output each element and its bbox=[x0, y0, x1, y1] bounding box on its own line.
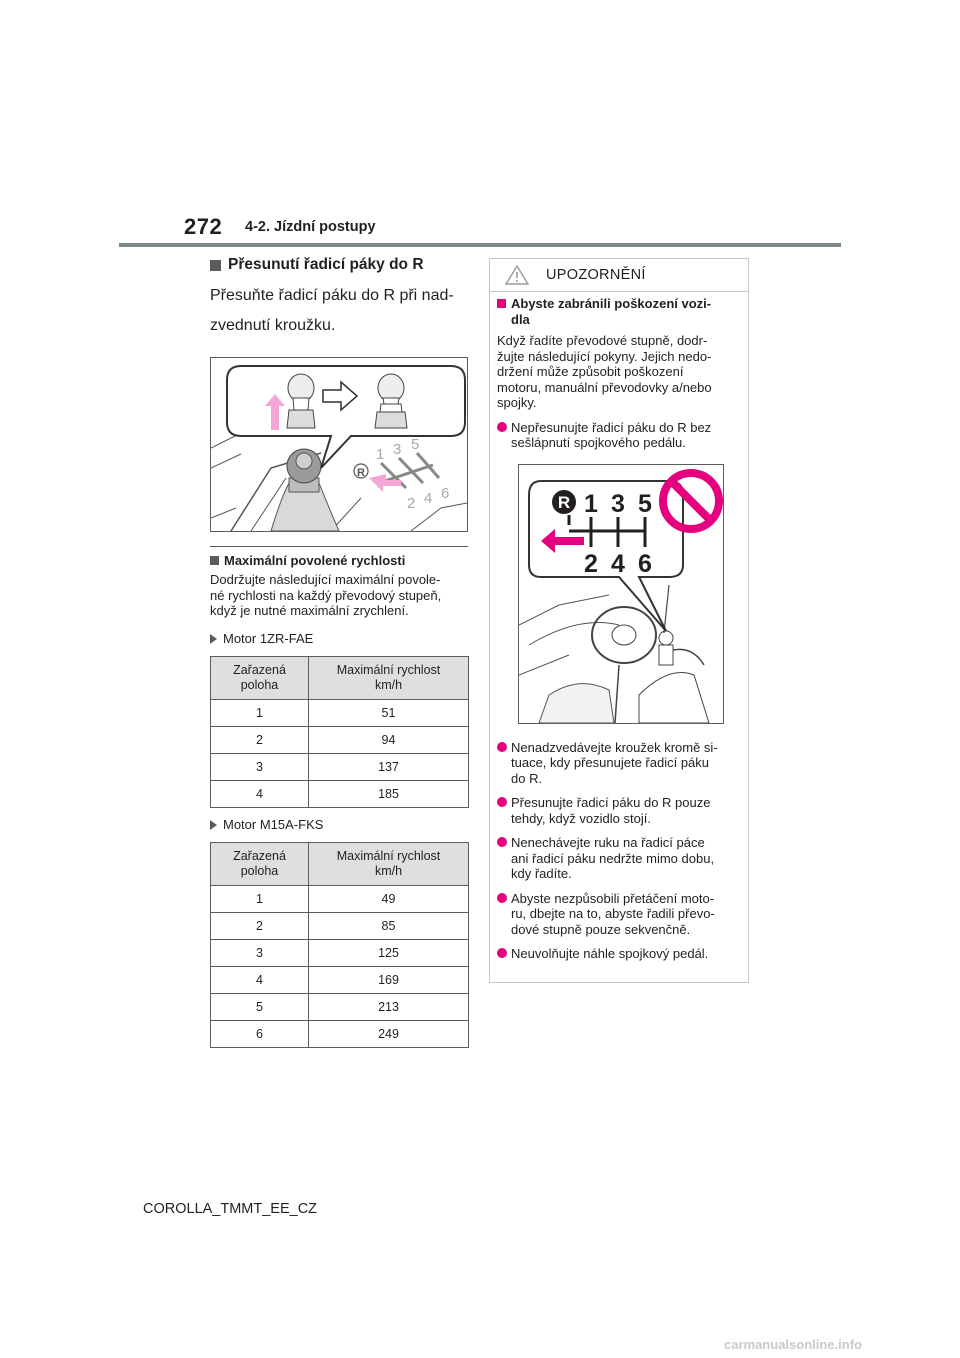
gate-number: 5 bbox=[411, 436, 420, 453]
caution-bullet bbox=[497, 946, 741, 962]
speed-cell: 94 bbox=[309, 726, 469, 753]
gear-cell: 3 bbox=[211, 753, 309, 780]
gear-cell: 1 bbox=[211, 699, 309, 726]
heading-shift-to-r bbox=[210, 254, 468, 276]
speed-table-m15a bbox=[210, 842, 469, 1048]
bullet-line: Přesunujte řadicí páku do R pouze bbox=[511, 795, 711, 810]
table-row bbox=[211, 753, 469, 780]
pink-dot-icon bbox=[497, 422, 507, 432]
gate-number: 2 bbox=[584, 549, 598, 578]
bullet-line: dové stupně pouze sekvenčně. bbox=[511, 921, 691, 937]
instruction-line: Přesuňte řadicí páku do R při nad- bbox=[210, 287, 454, 304]
gate-number: 3 bbox=[393, 441, 402, 458]
speed-cell: 185 bbox=[309, 780, 469, 807]
table-row bbox=[211, 699, 469, 726]
caution-content bbox=[490, 292, 748, 962]
gate-number: 3 bbox=[611, 489, 625, 518]
pink-dot-icon bbox=[497, 893, 507, 903]
intro-line: spojky. bbox=[497, 395, 537, 410]
gear-cell: 2 bbox=[211, 726, 309, 753]
gate-number: 5 bbox=[638, 489, 652, 518]
gear-cell: 2 bbox=[211, 912, 309, 939]
engine-2-label bbox=[210, 817, 468, 833]
gear-cell: 5 bbox=[211, 993, 309, 1020]
max-speed-description bbox=[210, 572, 468, 619]
gear-cell: 3 bbox=[211, 939, 309, 966]
bullet-line: kdy řadíte. bbox=[511, 866, 572, 881]
intro-line: Když řadíte převodové stupně, dodr- bbox=[497, 333, 708, 348]
warning-triangle-icon bbox=[504, 264, 530, 286]
reverse-label: R bbox=[357, 467, 365, 479]
caution-box bbox=[489, 258, 749, 983]
triangle-bullet-icon bbox=[210, 820, 217, 830]
gate-number: 6 bbox=[638, 549, 652, 578]
intro-line: motoru, manuální převodovky a/nebo bbox=[497, 379, 712, 395]
pink-dot-icon bbox=[497, 837, 507, 847]
caution-title: UPOZORNĚNÍ bbox=[546, 267, 646, 283]
bullet-line: Nenechávejte ruku na řadicí páce bbox=[511, 835, 705, 850]
column-header-gear: Zařazená poloha bbox=[211, 842, 309, 885]
caution-heading-line: Abyste zabránili poškození vozi- bbox=[511, 296, 712, 311]
table-row bbox=[211, 912, 469, 939]
table-row bbox=[211, 1020, 469, 1047]
bullet-line: Nenadzvedávejte kroužek kromě si- bbox=[511, 739, 718, 755]
bullet-line: Nepřesunujte řadicí páku do R bez bbox=[511, 419, 712, 435]
bullet-line: Abyste nezpůsobili přetáčení moto- bbox=[511, 890, 715, 906]
pink-dot-icon bbox=[497, 742, 507, 752]
gear-cell: 1 bbox=[211, 885, 309, 912]
intro-line: žujte následující pokyny. Jejich nedo- bbox=[497, 348, 712, 364]
speed-cell: 85 bbox=[309, 912, 469, 939]
table-row bbox=[211, 966, 469, 993]
caution-header bbox=[490, 259, 748, 292]
bullet-line: ani řadicí páku nedržte mimo dobu, bbox=[511, 850, 715, 866]
engine-label-text: Motor M15A-FKS bbox=[223, 817, 324, 832]
subheading-text: Maximální povolené rychlosti bbox=[224, 552, 406, 568]
header-rule bbox=[119, 243, 841, 247]
caution-heading-line: dla bbox=[511, 311, 530, 327]
pink-square-bullet-icon bbox=[497, 299, 506, 308]
body-line: né rychlosti na každý převodový stupeň, bbox=[210, 587, 442, 603]
gate-number: 2 bbox=[407, 495, 416, 512]
table-row bbox=[211, 885, 469, 912]
reverse-label: R bbox=[557, 492, 571, 512]
table-header-row bbox=[211, 656, 469, 699]
table-header-row bbox=[211, 842, 469, 885]
speed-cell: 249 bbox=[309, 1020, 469, 1047]
speed-cell: 125 bbox=[309, 939, 469, 966]
instruction-line: zvednutí kroužku. bbox=[210, 317, 336, 334]
engine-1-label bbox=[210, 631, 468, 647]
gate-number: 1 bbox=[584, 489, 598, 518]
caution-bullet bbox=[497, 420, 741, 451]
speed-cell: 51 bbox=[309, 699, 469, 726]
intro-line: držení může způsobit poškození bbox=[497, 364, 684, 379]
no-reverse-illustration bbox=[519, 465, 723, 723]
square-bullet-icon bbox=[210, 556, 219, 565]
table-row bbox=[211, 939, 469, 966]
section-title: 4-2. Jízdní postupy bbox=[245, 219, 376, 235]
table-row bbox=[211, 780, 469, 807]
gear-cell: 4 bbox=[211, 780, 309, 807]
gear-cell: 6 bbox=[211, 1020, 309, 1047]
pink-dot-icon bbox=[497, 948, 507, 958]
speed-cell: 49 bbox=[309, 885, 469, 912]
caution-bullet bbox=[497, 835, 741, 882]
section-divider bbox=[210, 546, 468, 547]
body-line: když je nutné maximální zrychlení. bbox=[210, 603, 409, 618]
shift-lever-figure bbox=[210, 357, 468, 532]
gate-number: 6 bbox=[441, 485, 450, 502]
speed-table-1zr bbox=[210, 656, 469, 808]
column-header-speed: Maximální rychlost km/h bbox=[309, 842, 469, 885]
no-reverse-figure bbox=[518, 464, 724, 724]
engine-label-text: Motor 1ZR-FAE bbox=[223, 631, 314, 646]
pink-dot-icon bbox=[497, 797, 507, 807]
caution-bullet bbox=[497, 891, 741, 938]
gear-cell: 4 bbox=[211, 966, 309, 993]
table-row bbox=[211, 726, 469, 753]
column-header-speed: Maximální rychlost km/h bbox=[309, 656, 469, 699]
caution-bullet bbox=[497, 740, 741, 787]
speed-cell: 169 bbox=[309, 966, 469, 993]
subheading-max-speeds bbox=[210, 552, 468, 568]
watermark: carmanualsonline.info bbox=[724, 1337, 862, 1352]
gate-number: 4 bbox=[611, 549, 625, 578]
table-row bbox=[211, 993, 469, 1020]
speed-cell: 137 bbox=[309, 753, 469, 780]
speed-cell: 213 bbox=[309, 993, 469, 1020]
bullet-line: sešlápnutí spojkového pedálu. bbox=[511, 435, 686, 450]
bullet-line: tuace, kdy přesunujete řadicí páku bbox=[511, 755, 710, 770]
column-header-gear: Zařazená poloha bbox=[211, 656, 309, 699]
caution-bullet bbox=[497, 795, 741, 826]
bullet-line: ru, dbejte na to, abyste řadili převo- bbox=[511, 906, 715, 921]
bullet-line: tehdy, když vozidlo stojí. bbox=[511, 810, 651, 826]
instruction-text bbox=[210, 281, 468, 341]
gate-number: 1 bbox=[376, 446, 385, 463]
left-column bbox=[210, 254, 468, 1048]
body-line: Dodržujte následující maximální povole- bbox=[210, 572, 441, 587]
triangle-bullet-icon bbox=[210, 634, 217, 644]
bullet-line: Neuvolňujte náhle spojkový pedál. bbox=[511, 946, 709, 961]
page-number: 272 bbox=[184, 214, 223, 239]
caution-heading bbox=[497, 296, 741, 327]
caution-intro bbox=[497, 333, 741, 411]
square-bullet-icon bbox=[210, 260, 221, 271]
heading-text: Přesunutí řadicí páky do R bbox=[228, 256, 424, 273]
shift-lever-illustration bbox=[211, 358, 467, 531]
footer-code: COROLLA_TMMT_EE_CZ bbox=[143, 1201, 318, 1217]
bullet-line: do R. bbox=[511, 770, 543, 786]
gate-number: 4 bbox=[424, 490, 433, 507]
